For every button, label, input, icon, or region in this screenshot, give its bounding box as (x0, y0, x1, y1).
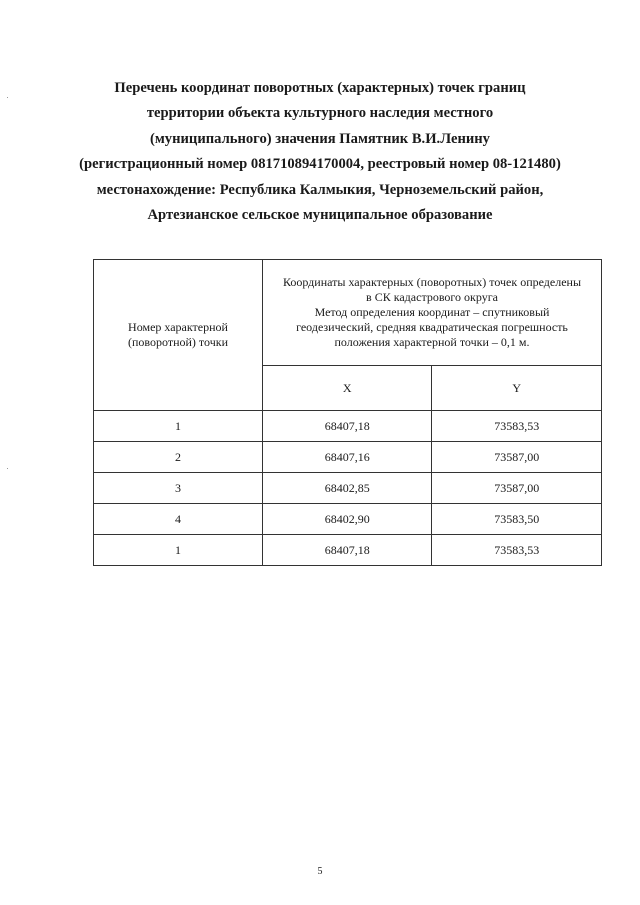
coordinates-header-line: в СК кадастрового округа (366, 290, 498, 304)
point-number-header-text: Номер характерной (поворотной) точки (128, 320, 228, 349)
point-number-cell: 3 (94, 473, 263, 504)
y-coordinate-cell: 73587,00 (432, 442, 602, 473)
x-coordinate-cell: 68407,18 (263, 535, 432, 566)
scan-speck (7, 468, 8, 469)
coordinates-table (93, 259, 602, 566)
x-coordinate-cell: 68407,18 (263, 411, 432, 442)
table-row (94, 473, 602, 504)
y-coordinate-cell: 73583,53 (432, 411, 602, 442)
title-line: (регистрационный номер 081710894170004, реестровый номер 08-121480) (79, 156, 561, 173)
y-coordinate-cell: 73583,53 (432, 535, 602, 566)
point-number-cell: 4 (94, 504, 263, 535)
x-coordinate-cell: 68402,90 (263, 504, 432, 535)
title-line: Артезианское сельское муниципальное образование (147, 207, 493, 224)
x-column-header: X (263, 366, 432, 411)
x-coordinate-cell: 68407,16 (263, 442, 432, 473)
x-coordinate-cell: 68402,85 (263, 473, 432, 504)
title-line: местонахождение: Республика Калмыкия, Черноземельский район, (96, 181, 544, 198)
table-row (94, 411, 602, 442)
coordinates-header-line: положения характерной точки – 0,1 м. (334, 335, 530, 349)
title-line: территории объекта культурного наследия местного (146, 105, 494, 122)
point-number-cell: 2 (94, 442, 263, 473)
point-number-header (94, 260, 263, 411)
title-line: Перечень координат поворотных (характерных) точек границ (114, 80, 526, 96)
point-number-cell: 1 (94, 535, 263, 566)
document-title (70, 76, 570, 228)
scan-speck (7, 97, 8, 98)
y-column-header: Y (432, 366, 602, 411)
page-number: 5 (317, 866, 323, 877)
coordinates-header-line: геодезический, средняя квадратическая погрешность (296, 320, 568, 334)
coordinates-header-line: Метод определения координат – спутниковый (314, 305, 550, 319)
point-number-cell: 1 (94, 411, 263, 442)
coordinates-header (263, 260, 602, 366)
y-coordinate-cell: 73587,00 (432, 473, 602, 504)
table-row (94, 535, 602, 566)
title-line: (муниципального) значения Памятник В.И.Ленину (150, 130, 490, 147)
table-row (94, 504, 602, 535)
y-coordinate-cell: 73583,50 (432, 504, 602, 535)
table-row (94, 442, 602, 473)
coordinates-header-line: Координаты характерных (поворотных) точек определены (282, 275, 582, 289)
